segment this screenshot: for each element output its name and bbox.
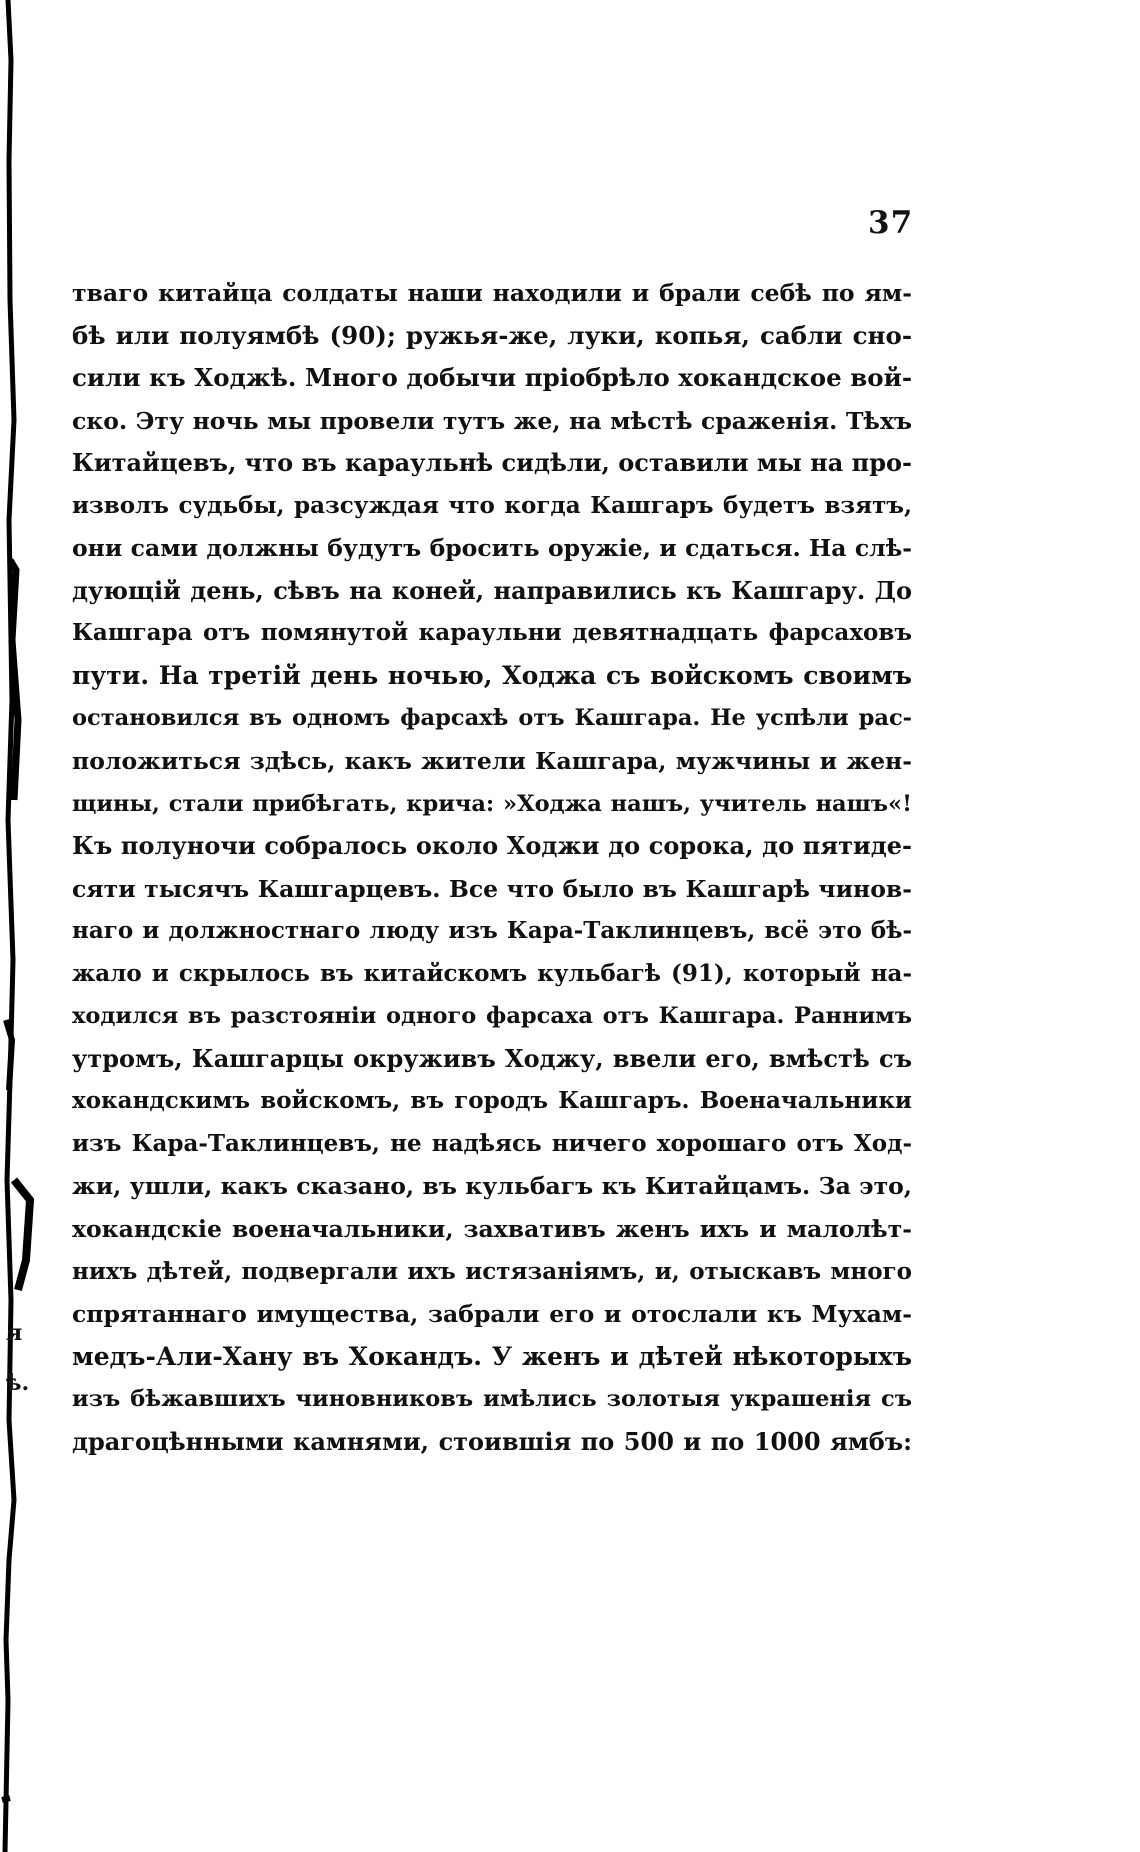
text-line: щины, стали прибѣгать, крича: »Ходжа нашъ, учитель нашъ«! (72, 790, 912, 817)
text-line: Китайцевъ, что въ караульнѣ сидѣли, оставили мы на про- (72, 448, 912, 478)
text-line: дующій день, сѣвъ на коней, направились къ Кашгару. До (72, 575, 912, 605)
text-line: нихъ дѣтей, подвергали ихъ истязаніямъ, и, отыскавъ много (72, 1257, 912, 1285)
text-line: они сами должны будутъ бросить оружіе, и сдаться. На слѣ- (72, 534, 912, 563)
text-line: остановился въ одномъ фарсахѣ отъ Кашгара. Не успѣли рас- (72, 705, 912, 732)
text-line: ходился въ разстояніи одного фарсаха отъ Кашгара. Раннимъ (72, 1003, 912, 1030)
text-line: изъ бѣжавшихъ чиновниковъ имѣлись золотыя украшенія съ (72, 1386, 912, 1413)
text-line: спрятаннаго имущества, забрали его и отослали къ Мухам- (72, 1300, 912, 1329)
text-line: сяти тысячъ Кашгарцевъ. Все что было въ Кашгарѣ чинов- (72, 874, 912, 903)
text-line: утромъ, Кашгарцы окруживъ Ходжу, ввели его, вмѣстѣ съ (72, 1043, 912, 1073)
text-line: Къ полуночи собралось около Ходжи до сорока, до пятиде- (72, 831, 912, 861)
text-line: бѣ или полуямбѣ (90); ружья-же, луки, копья, сабли сно- (72, 320, 912, 350)
body-text (72, 272, 912, 1463)
text-line: Кашгара отъ помянутой караульни девятнадцать фарсаховъ (72, 619, 912, 647)
margin-mark: я (6, 1320, 23, 1346)
text-line: изволъ судьбы, разсуждая что когда Кашгаръ будетъ взятъ, (72, 491, 912, 519)
text-line: драгоцѣнными камнями, стоившія по 500 и по 1000 ямбъ: (72, 1426, 912, 1456)
margin-mark: ѣ. (6, 1370, 30, 1396)
page-number: 37 (868, 205, 914, 241)
text-line: хокандскіе военачальники, захвативъ женъ ихъ и малолѣт- (72, 1215, 912, 1244)
text-line: наго и должностнаго люду изъ Кара-Таклинцевъ, всё это бѣ- (72, 917, 912, 945)
text-line: хокандскимъ войскомъ, въ городъ Кашгаръ. Военачальники (72, 1087, 912, 1115)
text-line: изъ Кара-Таклинцевъ, не надѣясь ничего хорошаго отъ Ход- (72, 1129, 912, 1157)
text-line: ско. Эту ночь мы провели тутъ же, на мѣстѣ сраженія. Тѣхъ (72, 406, 912, 435)
text-line: сили къ Ходжѣ. Много добычи пріобрѣло хокандское вой- (72, 363, 912, 393)
text-line: положиться здѣсь, какъ жители Кашгара, мужчины и жен- (72, 747, 912, 776)
text-line: жи, ушли, какъ сказано, въ кульбагъ къ Китайцамъ. За это, (72, 1172, 912, 1201)
text-line: медъ-Али-Хану въ Хокандъ. У женъ и дѣтей нѣкоторыхъ (72, 1341, 912, 1371)
binding-edge-shadow (0, 0, 40, 1852)
text-line: тваго китайца солдаты наши находили и брали себѣ по ям- (72, 279, 912, 307)
text-line: жало и скрылось въ китайскомъ кульбагѣ (91), который на- (72, 959, 912, 987)
text-line: пути. На третій день ночью, Ходжа съ войскомъ своимъ (72, 660, 912, 690)
